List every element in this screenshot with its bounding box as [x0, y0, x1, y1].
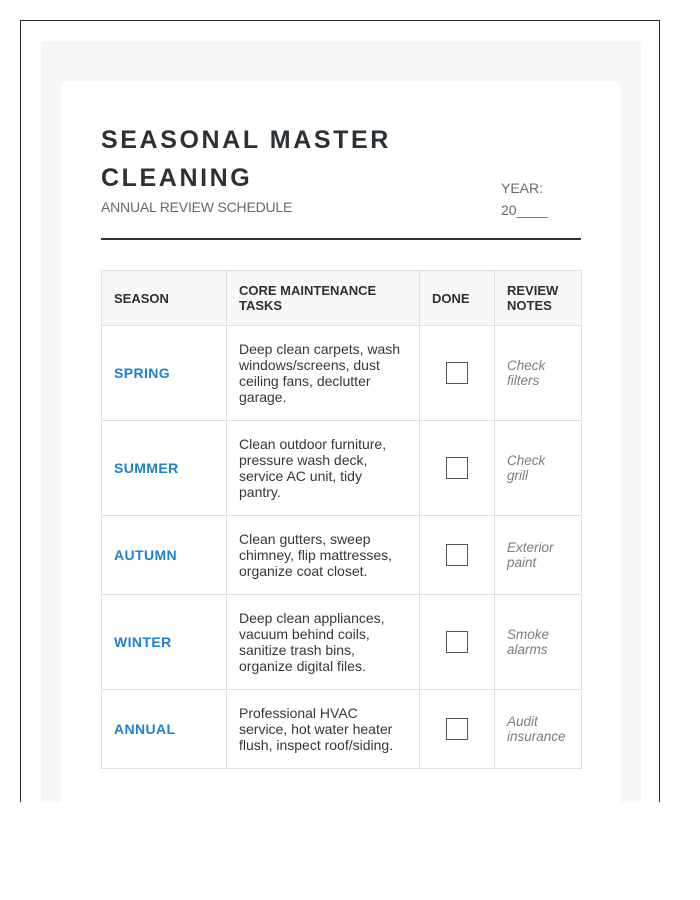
- page-subtitle: ANNUAL REVIEW SCHEDULE: [101, 199, 293, 215]
- year-value[interactable]: 20____: [501, 202, 548, 218]
- tasks-cell: Professional HVAC service, hot water heater flush, inspect roof/siding.: [227, 690, 420, 769]
- season-label: WINTER: [102, 595, 227, 690]
- done-checkbox[interactable]: [446, 718, 468, 740]
- done-checkbox[interactable]: [446, 457, 468, 479]
- notes-cell: Check grill: [495, 421, 582, 516]
- schedule-card: [61, 81, 621, 802]
- tasks-cell: Clean gutters, sweep chimney, flip mattresses, organize coat closet.: [227, 516, 420, 595]
- table-row: [102, 595, 582, 690]
- table-header-row: [102, 271, 582, 326]
- done-checkbox[interactable]: [446, 631, 468, 653]
- done-checkbox[interactable]: [446, 362, 468, 384]
- done-cell: [420, 516, 495, 595]
- column-header-season: SEASON: [102, 271, 227, 326]
- notes-cell: Check filters: [495, 326, 582, 421]
- notes-cell: Smoke alarms: [495, 595, 582, 690]
- page-title: SEASONAL MASTER CLEANING: [101, 126, 391, 192]
- done-cell: [420, 421, 495, 516]
- season-label: ANNUAL: [102, 690, 227, 769]
- table-row: [102, 421, 582, 516]
- tasks-cell: Deep clean appliances, vacuum behind coils, sanitize trash bins, organize digital files.: [227, 595, 420, 690]
- table-row: [102, 326, 582, 421]
- table-row: [102, 516, 582, 595]
- column-header-notes: REVIEW NOTES: [495, 271, 582, 326]
- tasks-cell: Clean outdoor furniture, pressure wash deck, service AC unit, tidy pantry.: [227, 421, 420, 516]
- document-header: [101, 121, 581, 239]
- header-divider: [101, 238, 581, 240]
- done-checkbox[interactable]: [446, 544, 468, 566]
- schedule-table: [101, 270, 582, 769]
- notes-cell: Audit insurance: [495, 690, 582, 769]
- column-header-tasks: CORE MAINTENANCE TASKS: [227, 271, 420, 326]
- season-label: AUTUMN: [102, 516, 227, 595]
- table-row: [102, 690, 582, 769]
- done-cell: [420, 595, 495, 690]
- tasks-cell: Deep clean carpets, wash windows/screens, dust ceiling fans, declutter garage.: [227, 326, 420, 421]
- season-label: SUMMER: [102, 421, 227, 516]
- year-field[interactable]: [501, 177, 548, 221]
- column-header-done: DONE: [420, 271, 495, 326]
- done-cell: [420, 690, 495, 769]
- notes-cell: Exterior paint: [495, 516, 582, 595]
- year-label: YEAR:: [501, 180, 544, 196]
- done-cell: [420, 326, 495, 421]
- season-label: SPRING: [102, 326, 227, 421]
